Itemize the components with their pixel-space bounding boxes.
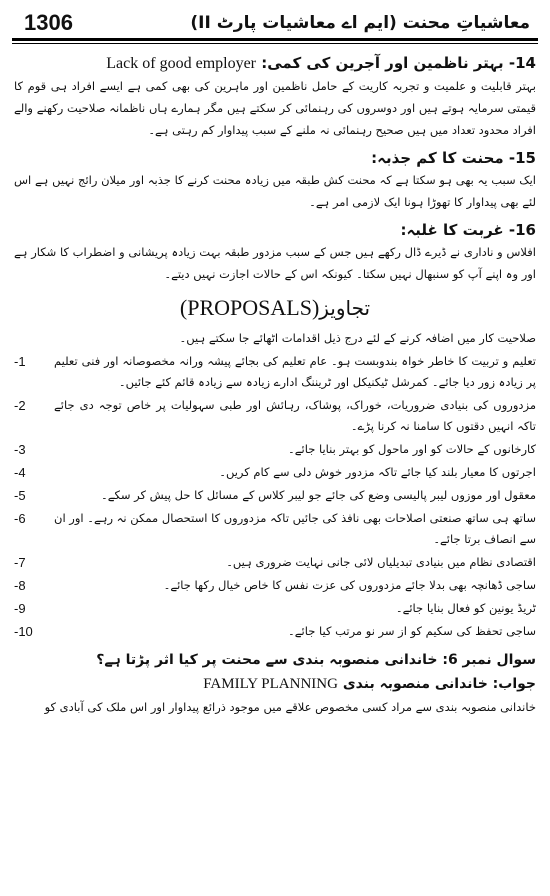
item-number: -8 [14, 578, 26, 593]
section-heading-text: 15- محنت کا کم جذبہ: [371, 149, 536, 167]
list-item [14, 621, 536, 642]
section-heading-text: 14- بہتر ناظمین اور آجرین کی کمی: [261, 54, 536, 72]
list-item [14, 351, 536, 393]
question-heading: سوال نمبر 6: خاندانی منصوبہ بندی سے محنت پر کیا اثر پڑتا ہے؟ [96, 652, 536, 668]
item-text: اجرتوں کا معیار بلند کیا جائے تاکہ مزدور خوش دلی سے کام کریں۔ [219, 465, 536, 479]
item-text: ساجی تحفظ کی سکیم کو از سر نو مرتب کیا جائے۔ [288, 624, 536, 638]
list-item [14, 552, 536, 573]
header-rule-thick [12, 38, 538, 41]
item-text: تعلیم و تربیت کا خاطر خواہ بندوبست ہو۔ عام تعلیم کی بجائے پیشہ ورانہ مخصوصانہ اور فنی تعلیم پر زیادہ زور دیا جائے۔ کمرشل ٹیکنیکل اور ٹریننگ ادارے زیادہ سے زیادہ قائم کئے جائیں۔ [54, 354, 536, 389]
list-item [14, 598, 536, 619]
item-text: ساجی ڈھانچہ بھی بدلا جائے مزدوروں کی عزت نفس کا خاص خیال رکھا جائے۔ [163, 578, 536, 592]
header-rule-thin [12, 43, 538, 44]
item-number: -3 [14, 442, 26, 457]
proposals-list [14, 351, 536, 642]
page-number: 1306 [24, 10, 73, 35]
item-text: ٹریڈ یونین کو فعال بنایا جائے۔ [395, 601, 536, 615]
running-title: معاشیاتِ محنت (ایم اے معاشیات پارٹ II) [190, 13, 530, 33]
section-heading-text: 16- غربت کا غلبہ: [400, 221, 536, 239]
section-heading [14, 147, 536, 169]
answer-english: FAMILY PLANNING [203, 676, 338, 692]
item-text: مزدوروں کی بنیادی ضروریات، خوراک، پوشاک، رہائش اور طبی سہولیات پر خاص توجہ دی جائے تاکہ انہیں دقتوں کا سامنا نہ کرنا پڑے۔ [54, 398, 536, 433]
list-item [14, 485, 536, 506]
section-heading [14, 219, 536, 241]
list-item [14, 462, 536, 483]
proposals-intro: صلاحیت کار میں اضافہ کرنے کے لئے درج ذیل اقدامات اٹھائے جا سکتے ہیں۔ [179, 331, 536, 345]
page-header [12, 4, 538, 40]
item-text: ساتھ ہی ساتھ صنعتی اصلاحات بھی نافذ کی جائیں تاکہ مزدوروں کا استحصال ممکن نہ رہے۔ اور ان سے انصاف برتا جائے۔ [54, 511, 536, 546]
section-heading [14, 52, 536, 75]
answer-heading [14, 672, 536, 696]
list-item [14, 439, 536, 460]
answer-prefix: جواب: خاندانی منصوبہ بندی [342, 676, 536, 692]
list-item [14, 508, 536, 550]
item-number: -2 [14, 398, 26, 413]
section-paragraph: بہتر قابلیت و علمیت و تجربہ کاریت کے حامل ناظمین اور ماہرین کی بھی کمی ہے ایسے افراد ہی قوم کا قیمتی سرمایہ ہوتے ہیں اور دوسروں کی رہنمائی کر سکتے ہیں مگر ہمارے ہاں ناظمانہ صلاحیت رکھنے والے افراد محدود تعداد میں ہیں صحیح رہنمائی نہ ملنے کے سبب پیداوار کم رہتی ہے۔ [14, 79, 536, 137]
list-item [14, 575, 536, 596]
proposals-title [14, 295, 536, 321]
list-item [14, 395, 536, 437]
proposals-title-english: (PROPOSALS) [179, 295, 320, 320]
item-text: معقول اور موزوں لیبر پالیسی وضع کی جائے جو لیبر کلاس کے مسائل کا حل پیش کر سکے۔ [101, 488, 536, 502]
answer-paragraph: خاندانی منصوبہ بندی سے مراد کسی مخصوص علاقے میں موجود ذرائع پیداوار اور اس ملک کی آبادی کو [44, 700, 536, 714]
item-number: -4 [14, 465, 26, 480]
section-heading-english: Lack of good employer [106, 55, 257, 72]
item-text: اقتصادی نظام میں بنیادی تبدیلیاں لائی جانی نہایت ضروری ہیں۔ [226, 555, 536, 569]
item-text: کارخانوں کے حالات کو اور ماحول کو بہتر بنایا جائے۔ [288, 442, 536, 456]
item-number: -10 [14, 624, 33, 639]
item-number: -9 [14, 601, 26, 616]
item-number: -5 [14, 488, 26, 503]
item-number: -6 [14, 511, 26, 526]
section-paragraph: ایک سبب یہ بھی ہو سکتا ہے کہ محنت کش طبقہ میں زیادہ محنت کرنے کا جذبہ اور میلان رائج نہیں ہے اس لئے بھی پیداوار کا تھوڑا ہونا ایک لازمی امر ہے۔ [14, 173, 536, 209]
page-body [14, 52, 536, 718]
section-paragraph: افلاس و ناداری نے ڈیرے ڈال رکھے ہیں جس کے سبب مزدور طبقہ بہت زیادہ پریشانی و اضطراب کا شکار ہے اور وہ اپنے آپ کو سنبھال نہیں سکتا۔ کیونکہ اس کے حالات اجازت نہیں دیتے۔ [14, 245, 536, 281]
item-number: -7 [14, 555, 26, 570]
proposals-title-urdu: تجاویز [319, 296, 371, 320]
item-number: -1 [14, 354, 26, 369]
